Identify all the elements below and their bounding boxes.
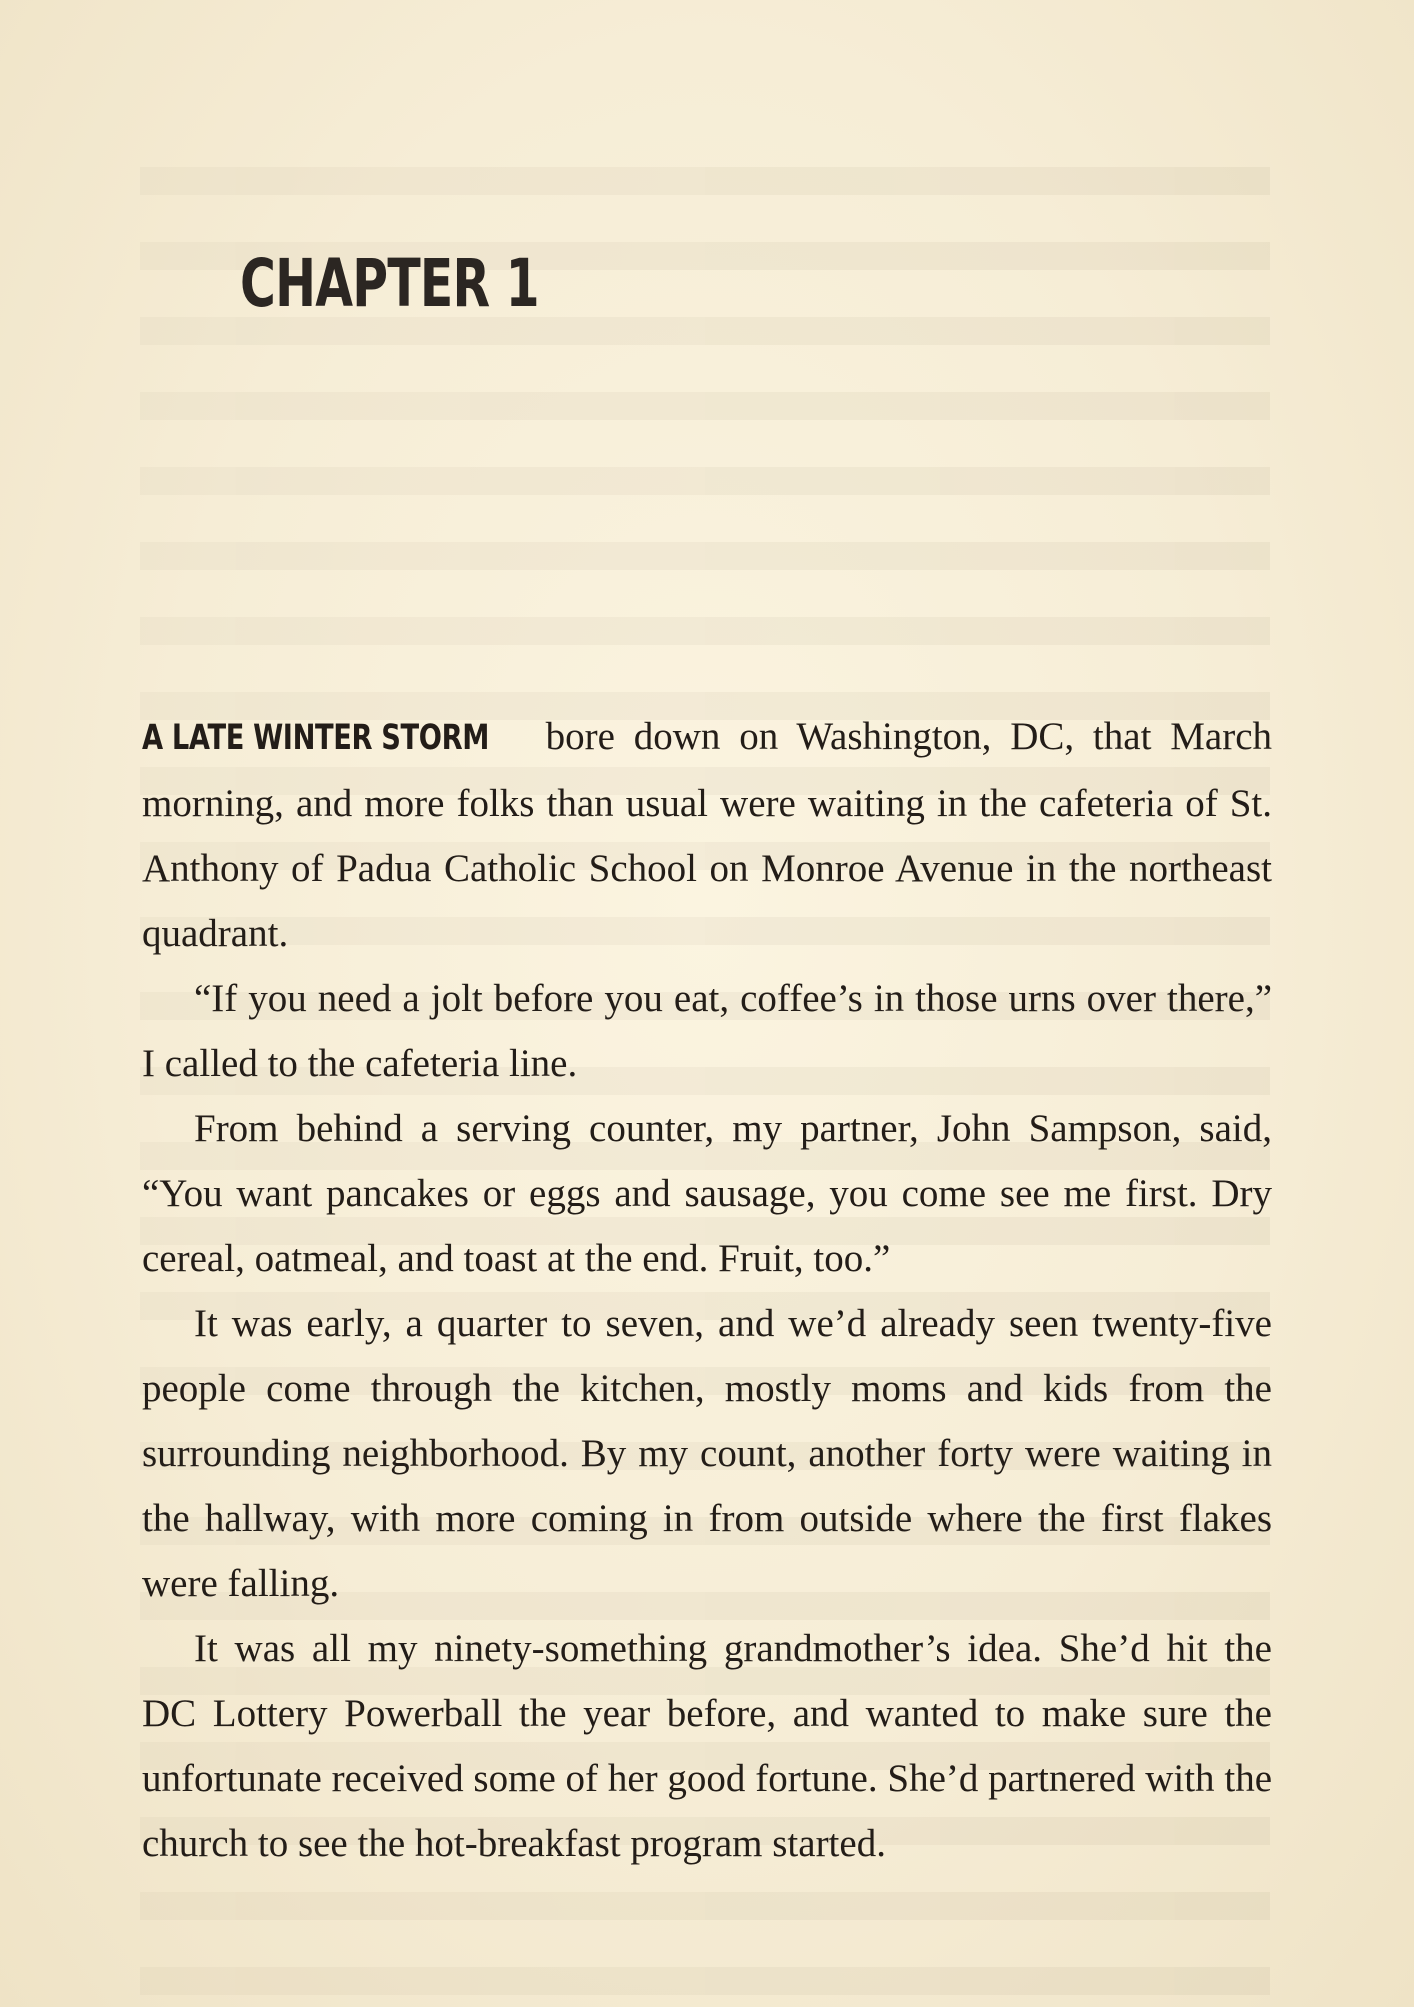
- paragraph-2: “If you need a jolt before you eat, coffee’s in those urns over there,” I called to the cafeteria line.: [142, 977, 1272, 1085]
- chapter-title: CHAPTER 1: [240, 245, 539, 322]
- lead-in-small-caps: A LATE WINTER STORM: [142, 718, 490, 758]
- chapter-body: [142, 704, 1272, 1876]
- paragraph-4: It was early, a quarter to seven, and we’d already seen twenty-five people come through the kitchen, mostly moms and kids from the surrounding neighborhood. By my count, another forty were waiting in the hallway, with more coming in from outside where the first flakes were falling.: [142, 1302, 1272, 1605]
- paragraph-1: [142, 704, 1272, 966]
- paragraph-3: From behind a serving counter, my partner, John Sampson, said, “You want pancakes or eggs and sausage, you come see me first. Dry cereal, oatmeal, and toast at the end. Fruit, too.”: [142, 1107, 1272, 1280]
- paragraph-1-text: bore down on Washington, DC, that March morning, and more folks than usual were waiting in the cafeteria of St. Anthony of Padua Catholic School on Monroe Avenue in the northeast quadrant.: [142, 715, 1272, 955]
- paragraph-5: It was all my ninety-something grandmother’s idea. She’d hit the DC Lottery Powerball the year before, and wanted to make sure the unfortunate received some of her good fortune. She’d partnered with the church to see the hot-breakfast program started.: [142, 1627, 1272, 1865]
